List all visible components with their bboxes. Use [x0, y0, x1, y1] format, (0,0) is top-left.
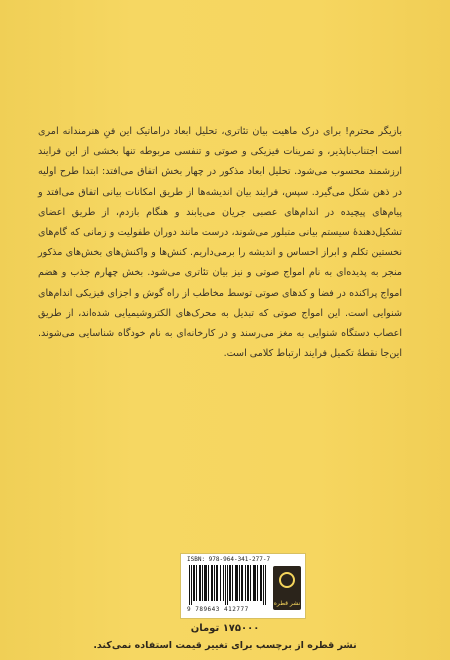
barcode-icon [189, 565, 267, 605]
price-text: ۱۷۵۰۰۰ تومان [190, 623, 260, 634]
price-note: نشر قطره از برچسب برای تغییر قیمت استفاده نمی‌کند. [93, 640, 357, 651]
publisher-logo [273, 566, 301, 610]
barcode-digits: 9 789643 412777 [187, 606, 249, 613]
barcode-label [180, 553, 306, 619]
back-cover-text [38, 122, 402, 364]
isbn-text: ISBN: 978-964-341-277-7 [187, 556, 271, 563]
logo-circle-icon [279, 572, 295, 588]
blurb-paragraph: بازیگر محترم! برای درک ماهیت بیان تئاتری، تحلیل ابعاد دراماتیک این فنِ هنرمندانه امری است اجتناب‌ناپذیر، و تمرینات فیزیکی و صوتی و تنفسی مربوطه تنها بخشی از این فرایند ارزشمند محسوب می‌شود. تحلیل ابعاد مذکور در چهار بخش اتفاق می‌افتد: ابتدا طرح اولیه در ذهن شکل می‌گیرد. سپس، فرایند بیان اندیشه‌ها از طریق امکانات بیانی اتفاق می‌افتد و پیام‌های پیچیده در اندام‌های عصبی جریان می‌یابند و هنگام بازدم، از طریق اعضای تشکیل‌دهندهٔ سیستم بیانی متبلور می‌شوند، درست مانند دوران طفولیت و زمانی که گام‌های نخستین تکلم و ابراز احساس و اندیشه را برمی‌داریم. کنش‌ها و واکنش‌های بخش‌های مذکور منجر به پدیده‌ای به نام امواج صوتی و نیز بیان تئاتری می‌شود. بخش چهارم جذب و هضم امواج پراکنده در فضا و کدهای صوتی توسط مخاطب از راه گوش و اجزای فیزیکی اندام‌های شنوایی است. این امواج صوتی که تبدیل به محرک‌های الکتروشیمیایی شده‌اند، از طریق اعصاب دستگاه شنوایی به مغز می‌رسند و در کارخانه‌ای به نام خودگاه شناسایی می‌شوند. این‌جا نقطهٔ تکمیل فرایند ارتباط کلامی است. [38, 126, 402, 360]
publisher-logo-text: نشر قطره [273, 600, 301, 607]
